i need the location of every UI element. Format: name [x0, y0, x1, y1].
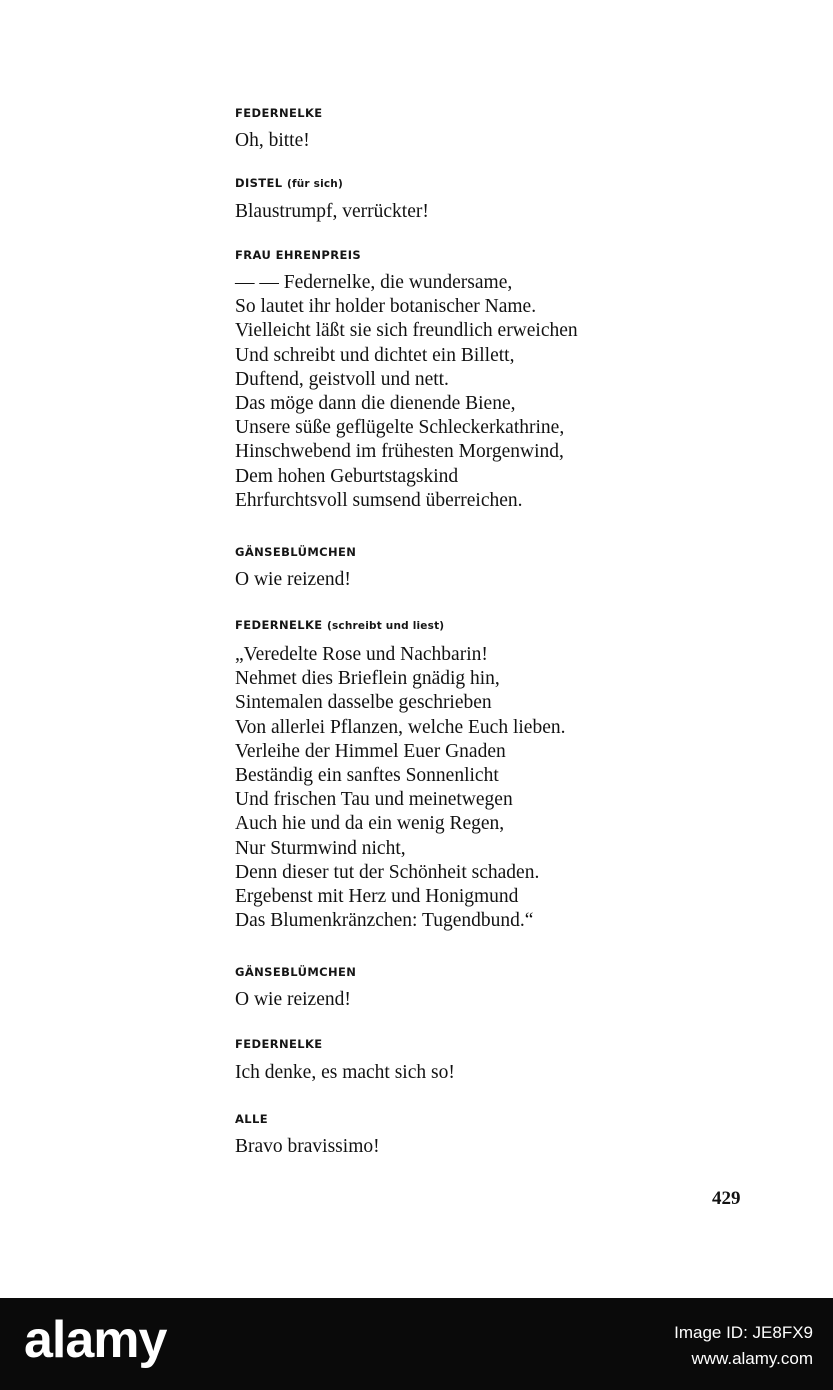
- verse-line: Ergebenst mit Herz und Honigmund: [235, 886, 519, 908]
- dialogue-line: O wie reizend!: [235, 569, 351, 590]
- dialogue-line: O wie reizend!: [235, 989, 351, 1010]
- dialogue-line: Bravo bravissimo!: [235, 1136, 380, 1157]
- verse-line: Nur Sturmwind nicht,: [235, 837, 406, 859]
- image-code: Image ID: JE8FX9: [674, 1323, 813, 1342]
- verse-line: Duftend, geistvoll und nett.: [235, 368, 449, 390]
- verse-line: Das Blumenkränzchen: Tugendbund.“: [235, 910, 534, 932]
- dialogue-line: Oh, bitte!: [235, 130, 310, 151]
- speaker-label: DISTEL (für sich): [235, 176, 343, 190]
- speaker-label: FRAU EHRENPREIS: [235, 248, 362, 262]
- verse-line: Und frischen Tau und meinetwegen: [235, 789, 513, 811]
- verse-line: Unsere süße geflügelte Schleckerkathrine,: [235, 417, 565, 439]
- stage-direction: (für sich): [286, 178, 343, 190]
- verse-line: Auch hie und da ein wenig Regen,: [235, 813, 505, 835]
- watermark-footer: [0, 1298, 833, 1390]
- dialogue-line: Blaustrumpf, verrückter!: [235, 201, 429, 222]
- verse-line: Sintemalen dasselbe geschrieben: [235, 692, 492, 714]
- brand-logo: alamy: [24, 1311, 167, 1369]
- page-number: 429: [712, 1188, 741, 1209]
- speaker-label: ALLE: [235, 1112, 269, 1126]
- stage-direction: (schreibt und liest): [326, 620, 445, 632]
- verse-block: [235, 271, 578, 513]
- verse-line: Vielleicht läßt sie sich freundlich erweichen: [235, 320, 578, 342]
- site-url: www.alamy.com: [691, 1349, 813, 1368]
- verse-line: Dem hohen Geburtstagskind: [235, 465, 459, 487]
- verse-line: Nehmet dies Brieflein gnädig hin,: [235, 668, 500, 690]
- verse-line: Von allerlei Pflanzen, welche Euch lieben.: [235, 716, 566, 738]
- verse-line: Das möge dann die dienende Biene,: [235, 393, 516, 415]
- dialogue-line: Ich denke, es macht sich so!: [235, 1062, 455, 1083]
- verse-line: Denn dieser tut der Schönheit schaden.: [235, 861, 540, 883]
- speaker-label: FEDERNELKE: [235, 1037, 323, 1051]
- speaker-label: FEDERNELKE: [235, 106, 323, 120]
- verse-line: Verleihe der Himmel Euer Gnaden: [235, 740, 506, 762]
- verse-line: — — Federnelke, die wundersame,: [235, 272, 513, 293]
- speaker-label: FEDERNELKE (schreibt und liest): [235, 618, 445, 632]
- verse-line: Ehrfurchtsvoll sumsend überreichen.: [235, 489, 523, 511]
- verse-line: Beständig ein sanftes Sonnenlicht: [235, 765, 499, 787]
- verse-line: Hinschwebend im frühesten Morgenwind,: [235, 441, 564, 463]
- image-meta: [674, 1320, 813, 1372]
- verse-block: [235, 643, 565, 933]
- speaker-label: GÄNSEBLÜMCHEN: [235, 965, 357, 979]
- verse-line: „Veredelte Rose und Nachbarin!: [235, 644, 488, 665]
- speaker-label: GÄNSEBLÜMCHEN: [235, 545, 357, 559]
- verse-line: So lautet ihr holder botanischer Name.: [235, 296, 537, 318]
- verse-line: Und schreibt und dichtet ein Billett,: [235, 344, 515, 366]
